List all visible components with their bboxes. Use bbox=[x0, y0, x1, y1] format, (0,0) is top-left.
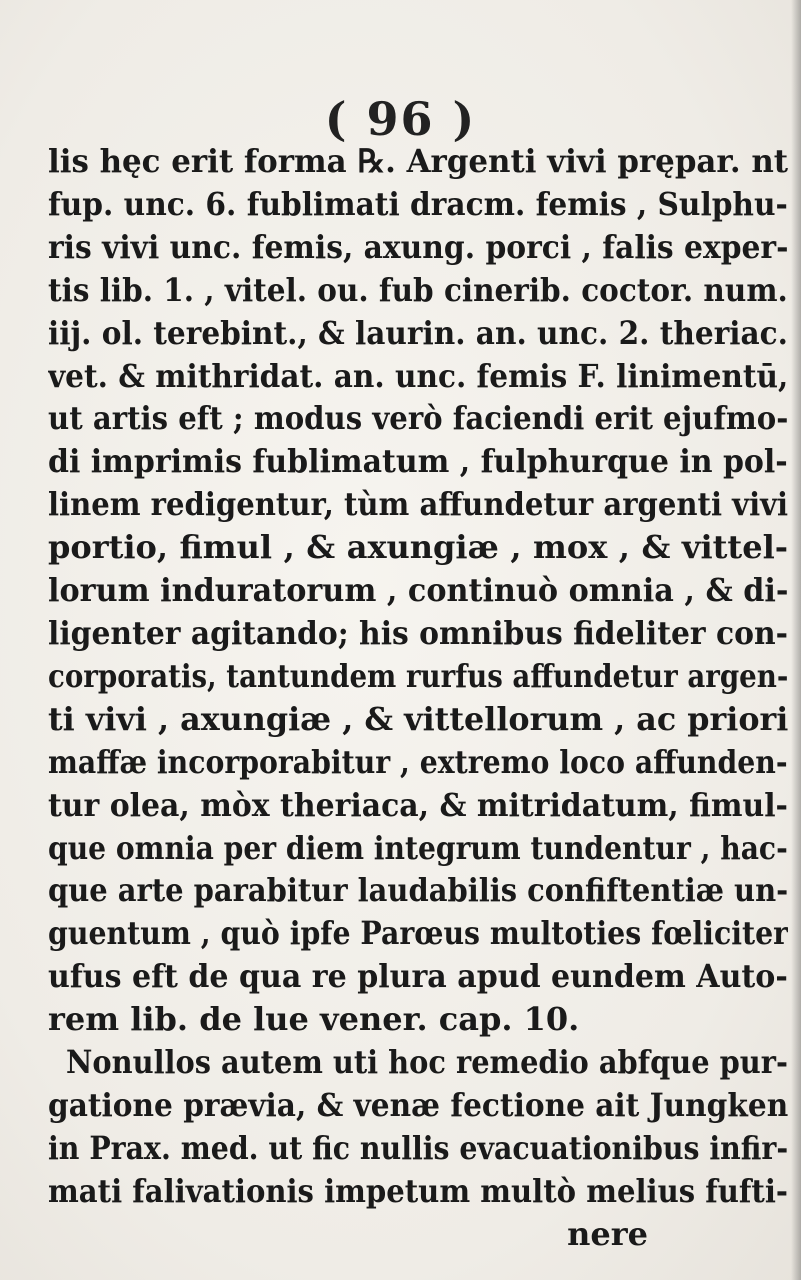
text-line: gatione prævia, & venæ fectione ait Jungken bbox=[48, 1085, 788, 1124]
catchword: nere bbox=[567, 1214, 648, 1253]
text-line: portio, fimul , & axungiæ , mox , & vittel- bbox=[48, 528, 788, 567]
page-number: ( 96 ) bbox=[324, 92, 477, 146]
text-line: que omnia per diem integrum tundentur , hac- bbox=[48, 828, 788, 867]
text-line: corporatis, tantundem rurfus affundetur argen- bbox=[48, 656, 788, 695]
body-text bbox=[48, 140, 788, 1256]
text-line: mati falivationis impetum multò melius fufti- bbox=[48, 1171, 788, 1210]
page-edge-shadow bbox=[791, 0, 801, 1280]
text-line: tis lib. 1. , vitel. ou. fub cinerib. coctor. num. bbox=[48, 270, 788, 309]
text-line: iij. ol. terebint., & laurin. an. unc. 2. theriac. bbox=[48, 313, 788, 352]
text-line: guentum , quò ipfe Parœus multoties fœliciter bbox=[48, 914, 788, 953]
text-line: tur olea, mòx theriaca, & mitridatum, fimul- bbox=[48, 785, 788, 824]
text-line: ti vivi , axungiæ , & vittellorum , ac priori bbox=[48, 699, 788, 738]
text-line: fup. unc. 6. fublimati dracm. femis , Sulphu- bbox=[48, 184, 788, 223]
paragraph-start-line: Nonullos autem uti hoc remedio abfque pur- bbox=[66, 1043, 788, 1082]
text-line: lis hęc erit forma ℞. Argenti vivi prępar. nt bbox=[48, 142, 788, 180]
text-line: que arte parabitur laudabilis confiftentiæ un- bbox=[48, 871, 788, 910]
text-line: in Prax. med. ut fic nullis evacuationibus infir- bbox=[48, 1128, 788, 1167]
text-line: lorum induratorum , continuò omnia , & di- bbox=[48, 571, 788, 610]
text-line: di imprimis fublimatum , fulphurque in pol- bbox=[48, 442, 788, 481]
text-line: ut artis eft ; modus verò faciendi erit ejufmo- bbox=[48, 399, 788, 438]
text-line: vet. & mithridat. an. unc. femis F. linimentū, bbox=[48, 356, 788, 395]
text-line: ligenter agitando; his omnibus fideliter con- bbox=[48, 613, 788, 652]
text-line: rem lib. de lue vener. cap. 10. bbox=[48, 1000, 580, 1039]
text-line: maffæ incorporabitur , extremo loco affunden- bbox=[48, 742, 788, 781]
text-line: ris vivi unc. femis, axung. porci , falis exper- bbox=[48, 227, 788, 266]
text-line: linem redigentur, tùm affundetur argenti vivi bbox=[48, 485, 788, 524]
text-line: ufus eft de qua re plura apud eundem Auto- bbox=[48, 957, 788, 996]
